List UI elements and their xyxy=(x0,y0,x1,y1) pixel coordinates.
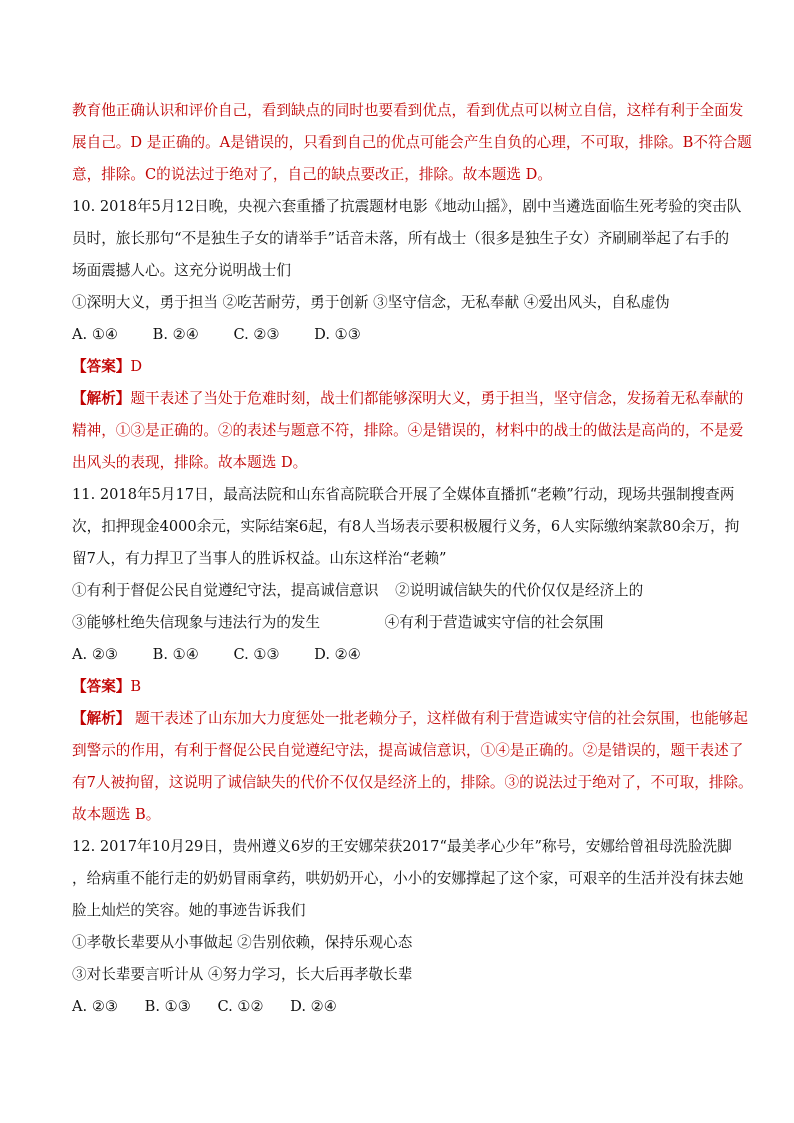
q11-analysis-line-4: 故本题选 B。 xyxy=(72,806,161,823)
q12-options-row-2: ③对长辈要言听计从 ④努力学习，长大后再孝敬长辈 xyxy=(72,966,413,983)
q10-stem-line-2: 员时，旅长那句“不是独生子女的请举手”话音未落，所有战士（很多是独生子女）齐刷刷举起了右手的 xyxy=(72,230,730,247)
q11-answer-value: B xyxy=(130,678,142,695)
intro-line-2: 展自己。D 是正确的。A是错误的，只看到自己的优点可能会产生自负的心理，不可取，排除。B不符合题 xyxy=(72,134,752,151)
q11-answer xyxy=(72,677,141,697)
q10-answer-value: D xyxy=(130,358,143,375)
q10-analysis-line-2: 精神，①③是正确的。②的表述与题意不符，排除。④是错误的，材料中的战士的做法是高尚的，不是爱 xyxy=(72,422,744,439)
q11-choice-b: B. ①④ xyxy=(152,646,199,663)
q11-option-3: ③能够杜绝失信现象与违法行为的发生 xyxy=(72,614,321,631)
q12-choice-c: C. ①② xyxy=(217,998,264,1015)
q12-stem-line-1: 12. 2017年10月29日，贵州遵义6岁的王安娜荣获2017“最美孝心少年”称号，安娜给曾祖母洗脸洗脚 xyxy=(72,838,732,855)
q10-stem-line-3: 场面震撼人心。这充分说明战士们 xyxy=(72,262,291,279)
q11-analysis-line-3: 有7人被拘留，这说明了诚信缺失的代价不仅仅是经济上的，排除。③的说法过于绝对了，不可取，排除。 xyxy=(72,774,753,791)
q10-analysis-line-3: 出风头的表现，排除。故本题选 D。 xyxy=(72,454,308,471)
q11-stem-line-1: 11. 2018年5月17日，最高法院和山东省高院联合开展了全媒体直播抓“老赖”行动，现场共强制搜查两 xyxy=(72,486,735,503)
q10-options: ①深明大义，勇于担当 ②吃苦耐劳，勇于创新 ③坚守信念，无私奉献 ④爱出风头，自私虚伪 xyxy=(72,294,670,311)
q10-choice-b: B. ②④ xyxy=(152,326,199,343)
q12-choice-d: D. ②④ xyxy=(290,998,337,1015)
q10-answer-label: 【答案】 xyxy=(72,358,131,375)
q12-choice-b: B. ①③ xyxy=(144,998,191,1015)
q10-choice-a: A. ①④ xyxy=(72,326,118,343)
q12-stem-line-2: ，给病重不能行走的奶奶冒雨拿药，哄奶奶开心，小小的安娜撑起了这个家，可艰辛的生活并没有抹去她 xyxy=(72,870,744,887)
q11-choice-d: D. ②④ xyxy=(314,646,361,663)
q11-options-row-2 xyxy=(72,613,604,633)
q12-choice-a: A. ②③ xyxy=(72,998,118,1015)
intro-line-3: 意，排除。C的说法过于绝对了，自己的缺点要改正，排除。故本题选 D。 xyxy=(72,166,552,183)
intro-line-1: 教育他正确认识和评价自己，看到缺点的同时也要看到优点，看到优点可以树立自信，这样有利于全面发 xyxy=(72,102,744,119)
q11-answer-label: 【答案】 xyxy=(72,678,131,695)
q10-analysis-label: 【解析】 xyxy=(72,390,131,407)
q10-stem-line-1: 10. 2018年5月12日晚，央视六套重播了抗震题材电影《地动山摇》，剧中当遴选面临生死考验的突击队 xyxy=(72,198,742,215)
q10-choice-d: D. ①③ xyxy=(314,326,361,343)
q11-option-1: ①有利于督促公民自觉遵纪守法，提高诚信意识 xyxy=(72,582,379,599)
q11-option-4: ④有利于营造诚实守信的社会氛围 xyxy=(384,614,604,631)
q11-choice-a: A. ②③ xyxy=(72,646,118,663)
q10-choice-c: C. ②③ xyxy=(233,326,280,343)
q11-stem-line-2: 次，扣押现金4000余元，实际结案6起，有8人当场表示要积极履行义务，6人实际缴纳案款80余万，拘 xyxy=(72,518,740,535)
q10-answer xyxy=(72,357,142,377)
q11-analysis-line-2: 到警示的作用，有利于督促公民自觉遵纪守法，提高诚信意识，①④是正确的。②是错误的，题干表述了 xyxy=(72,742,744,759)
q10-analysis-line-1 xyxy=(72,389,743,409)
q12-options-row-1: ①孝敬长辈要从小事做起 ②告别依赖，保持乐观心态 xyxy=(72,934,413,951)
q11-analysis-text-1: 题干表述了山东加大力度惩处一批老赖分子，这样做有利于营造诚实守信的社会氛围，也能够起 xyxy=(130,710,748,727)
q11-analysis-label: 【解析】 xyxy=(72,710,131,727)
q12-stem-line-3: 脸上灿烂的笑容。她的事迹告诉我们 xyxy=(72,902,306,919)
q11-stem-line-3: 留7人，有力捍卫了当事人的胜诉权益。山东这样治“老赖” xyxy=(72,550,447,567)
q11-analysis-line-1 xyxy=(72,709,748,729)
q11-choices xyxy=(72,645,361,665)
q11-option-2: ②说明诚信缺失的代价仅仅是经济上的 xyxy=(395,582,644,599)
q11-choice-c: C. ①③ xyxy=(233,646,280,663)
q12-choices xyxy=(72,997,337,1017)
q10-choices xyxy=(72,325,361,345)
q11-options-row-1 xyxy=(72,581,643,601)
q10-analysis-text-1: 题干表述了当处于危难时刻，战士们都能够深明大义，勇于担当，坚守信念，发扬着无私奉献的 xyxy=(130,390,744,407)
